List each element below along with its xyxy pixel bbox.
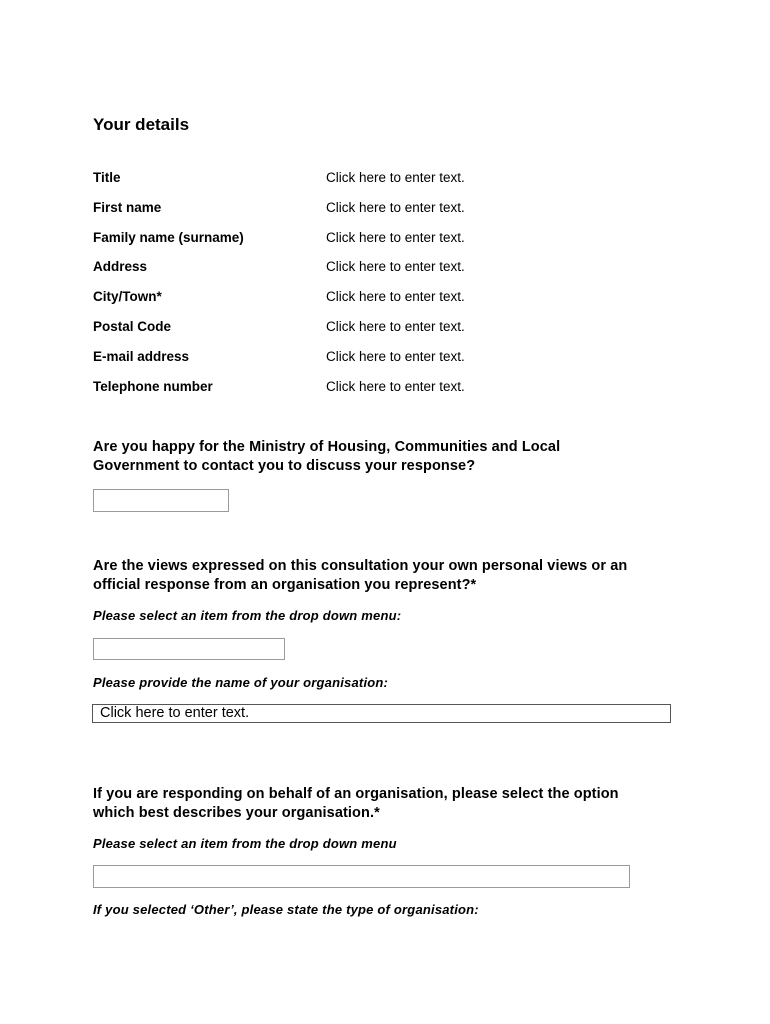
detail-label: Address (93, 259, 148, 275)
other-org-type-hint: If you selected ‘Other’, please state the type of organisation: (93, 902, 479, 917)
address-field[interactable]: Click here to enter text. (326, 259, 465, 275)
detail-row-first-name (93, 200, 693, 230)
detail-label: City/Town* (93, 289, 162, 305)
email-field[interactable]: Click here to enter text. (326, 348, 465, 364)
org-type-dropdown[interactable] (93, 865, 630, 888)
contact-question-line2: Government to contact you to discuss your response? (93, 458, 476, 474)
detail-label: First name (93, 199, 162, 215)
telephone-field[interactable]: Click here to enter text. (326, 378, 465, 394)
views-question-line1: Are the views expressed on this consultation your own personal views or an (93, 558, 628, 574)
views-question-line2: official response from an organisation you represent?* (93, 577, 477, 593)
section-heading: Your details (93, 115, 190, 134)
contact-question (93, 438, 673, 476)
detail-label: Family name (surname) (93, 229, 244, 245)
title-field[interactable]: Click here to enter text. (326, 170, 465, 185)
org-type-question-line1: If you are responding on behalf of an organisation, please select the option (93, 786, 619, 802)
contact-dropdown[interactable] (93, 489, 229, 512)
views-dropdown-hint: Please select an item from the drop down menu: (93, 608, 402, 623)
org-name-hint: Please provide the name of your organisation: (93, 675, 389, 690)
postal-code-field[interactable]: Click here to enter text. (326, 318, 465, 334)
detail-row-postal-code (93, 319, 693, 349)
family-name-field[interactable]: Click here to enter text. (326, 229, 465, 245)
org-type-question (93, 785, 673, 823)
org-type-dropdown-hint: Please select an item from the drop down menu (93, 836, 397, 851)
detail-label: Postal Code (93, 318, 172, 334)
org-name-input[interactable]: Click here to enter text. (92, 704, 671, 723)
contact-question-line1: Are you happy for the Ministry of Housing, Communities and Local (93, 439, 561, 455)
detail-label: E-mail address (93, 348, 190, 364)
views-dropdown[interactable] (93, 638, 285, 660)
org-type-question-line2: which best describes your organisation.* (93, 805, 380, 821)
detail-row-email (93, 349, 693, 379)
detail-label: Title (93, 170, 121, 185)
first-name-field[interactable]: Click here to enter text. (326, 199, 465, 215)
detail-row-title (93, 170, 693, 200)
detail-label: Telephone number (93, 378, 213, 394)
detail-row-family-name (93, 230, 693, 260)
detail-row-address (93, 259, 693, 289)
city-field[interactable]: Click here to enter text. (326, 289, 465, 305)
detail-row-telephone (93, 379, 693, 409)
detail-row-city (93, 289, 693, 319)
details-table (93, 170, 693, 408)
views-question (93, 557, 673, 595)
